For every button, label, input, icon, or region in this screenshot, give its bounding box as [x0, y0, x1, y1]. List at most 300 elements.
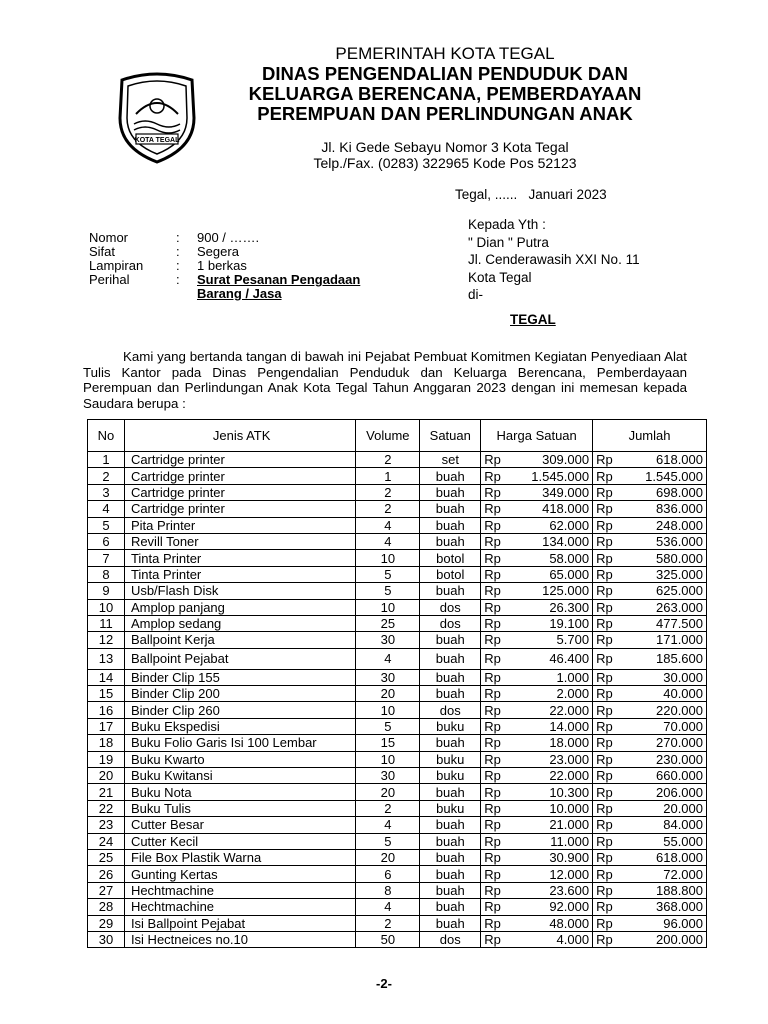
row-number: 1: [88, 452, 125, 468]
currency-label: Rp: [596, 899, 613, 915]
item-unit: buah: [420, 735, 481, 751]
item-name: Hechtmachine: [124, 882, 355, 898]
row-number: 9: [88, 583, 125, 599]
letter-date: Tegal, ...... Januari 2023: [455, 187, 607, 202]
item-volume: 2: [356, 800, 420, 816]
table-row: [88, 702, 707, 718]
recipient-name: " Dian " Putra: [468, 234, 549, 250]
total-value: 171.000: [656, 632, 703, 648]
agency-line-2: KELUARGA BERENCANA, PEMBERDAYAAN: [248, 83, 642, 104]
logo-caption: KOTA TEGAL: [134, 137, 180, 144]
recipient-address: Jl. Cenderawasih XXI No. 11: [468, 252, 640, 267]
item-unit-price: [481, 768, 593, 784]
currency-label: Rp: [484, 669, 501, 685]
item-unit: buah: [420, 533, 481, 549]
total-value: 96.000: [663, 915, 703, 931]
row-number: 6: [88, 533, 125, 549]
item-volume: 50: [356, 931, 420, 947]
meta-row: [89, 245, 360, 259]
item-unit: buah: [420, 484, 481, 500]
item-unit: buah: [420, 899, 481, 915]
currency-label: Rp: [596, 833, 613, 849]
item-volume: 30: [356, 669, 420, 685]
price-value: 2.000: [556, 686, 590, 702]
total-value: 263.000: [656, 599, 703, 615]
total-value: 20.000: [663, 801, 703, 816]
table-row: [88, 899, 707, 915]
row-number: 24: [88, 833, 125, 849]
currency-label: Rp: [596, 866, 613, 882]
meta-value: Segera: [197, 244, 239, 259]
item-unit: buku: [420, 718, 481, 734]
page-number: -2-: [376, 976, 392, 991]
table-row: [88, 566, 707, 582]
price-value: 349.000: [542, 484, 590, 500]
row-number: 2: [88, 468, 125, 484]
currency-label: Rp: [596, 702, 613, 718]
currency-label: Rp: [596, 686, 613, 702]
item-name: Isi Hectneices no.10: [124, 931, 355, 947]
item-total: [593, 517, 707, 533]
item-volume: 2: [356, 484, 420, 500]
item-volume: 2: [356, 501, 420, 517]
table-row: [88, 751, 707, 767]
item-volume: 5: [356, 583, 420, 599]
meta-value: 900 / …….: [197, 230, 260, 245]
item-unit-price: [481, 615, 593, 631]
item-total: [593, 550, 707, 566]
recipient-block: [468, 216, 640, 328]
price-value: 62.000: [549, 517, 590, 533]
item-name: Binder Clip 260: [124, 702, 355, 718]
meta-sep: :: [176, 244, 180, 259]
currency-label: Rp: [484, 566, 501, 582]
row-number: 29: [88, 915, 125, 931]
row-number: 13: [88, 648, 125, 669]
table-row: [88, 648, 707, 669]
header-unit-price: Harga Satuan: [481, 420, 593, 452]
price-value: 30.900: [549, 850, 590, 866]
item-total: [593, 735, 707, 751]
item-volume: 4: [356, 899, 420, 915]
header-item: Jenis ATK: [124, 420, 355, 452]
row-number: 3: [88, 484, 125, 500]
item-name: Cartridge printer: [124, 501, 355, 517]
item-unit: buah: [420, 817, 481, 833]
currency-label: Rp: [596, 517, 613, 533]
item-name: Buku Ekspedisi: [124, 718, 355, 734]
item-unit: buah: [420, 517, 481, 533]
item-unit: buah: [420, 784, 481, 800]
price-value: 134.000: [542, 534, 590, 550]
header-total: Jumlah: [593, 420, 707, 452]
total-value: 270.000: [656, 735, 703, 751]
item-name: Cutter Besar: [124, 817, 355, 833]
item-unit-price: [481, 550, 593, 566]
item-unit-price: [481, 800, 593, 816]
item-total: [593, 501, 707, 517]
meta-subject: [197, 273, 360, 301]
subject-line-1: Surat Pesanan Pengadaan: [197, 272, 361, 287]
table-header-row: [88, 420, 707, 452]
item-name: File Box Plastik Warna: [124, 849, 355, 865]
table-row: [88, 866, 707, 882]
item-unit: buah: [420, 882, 481, 898]
item-name: Revill Toner: [124, 533, 355, 549]
item-total: [593, 899, 707, 915]
currency-label: Rp: [484, 468, 501, 484]
item-volume: 4: [356, 533, 420, 549]
item-volume: 5: [356, 718, 420, 734]
meta-sep: :: [176, 272, 180, 287]
item-name: Isi Ballpoint Pejabat: [124, 915, 355, 931]
item-unit: buah: [420, 866, 481, 882]
agency-line-3: PEREMPUAN DAN PERLINDUNGAN ANAK: [257, 103, 633, 124]
item-total: [593, 768, 707, 784]
price-value: 1.000: [556, 669, 590, 685]
row-number: 19: [88, 751, 125, 767]
row-number: 4: [88, 501, 125, 517]
currency-label: Rp: [484, 583, 501, 599]
currency-label: Rp: [484, 850, 501, 866]
currency-label: Rp: [484, 501, 501, 517]
item-unit: botol: [420, 566, 481, 582]
item-total: [593, 484, 707, 500]
item-unit-price: [481, 718, 593, 734]
table-row: [88, 468, 707, 484]
table-row: [88, 484, 707, 500]
address-line: Jl. Ki Gede Sebayu Nomor 3 Kota Tegal: [321, 139, 569, 155]
item-total: [593, 882, 707, 898]
currency-label: Rp: [596, 719, 613, 735]
item-total: [593, 702, 707, 718]
price-value: 418.000: [542, 501, 590, 517]
currency-label: Rp: [596, 735, 613, 751]
currency-label: Rp: [596, 817, 613, 833]
table-row: [88, 583, 707, 599]
item-name: Pita Printer: [124, 517, 355, 533]
currency-label: Rp: [484, 702, 501, 718]
currency-label: Rp: [484, 801, 501, 816]
item-name: Tinta Printer: [124, 550, 355, 566]
item-total: [593, 849, 707, 865]
currency-label: Rp: [596, 550, 613, 566]
item-unit-price: [481, 686, 593, 702]
currency-label: Rp: [596, 932, 613, 948]
order-items-table: [87, 419, 707, 948]
currency-label: Rp: [596, 599, 613, 615]
item-unit: botol: [420, 550, 481, 566]
currency-label: Rp: [596, 566, 613, 582]
item-total: [593, 931, 707, 947]
item-unit: buah: [420, 849, 481, 865]
item-name: Cartridge printer: [124, 484, 355, 500]
item-total: [593, 583, 707, 599]
price-value: 10.000: [549, 801, 590, 816]
price-value: 5.700: [556, 632, 590, 648]
meta-sep: :: [176, 258, 180, 273]
item-name: Buku Nota: [124, 784, 355, 800]
table-row: [88, 800, 707, 816]
price-value: 22.000: [549, 768, 590, 784]
item-volume: 30: [356, 768, 420, 784]
item-unit: buah: [420, 583, 481, 599]
item-name: Binder Clip 200: [124, 686, 355, 702]
item-total: [593, 866, 707, 882]
row-number: 11: [88, 615, 125, 631]
currency-label: Rp: [596, 616, 613, 632]
item-total: [593, 648, 707, 669]
currency-label: Rp: [484, 833, 501, 849]
item-unit-price: [481, 468, 593, 484]
currency-label: Rp: [484, 735, 501, 751]
price-value: 65.000: [549, 566, 590, 582]
table-row: [88, 915, 707, 931]
total-value: 625.000: [656, 583, 703, 599]
item-name: Binder Clip 155: [124, 669, 355, 685]
item-unit: buku: [420, 800, 481, 816]
price-value: 58.000: [549, 550, 590, 566]
total-value: 536.000: [656, 534, 703, 550]
table-row: [88, 849, 707, 865]
total-value: 206.000: [656, 784, 703, 800]
item-unit: buku: [420, 768, 481, 784]
item-unit-price: [481, 817, 593, 833]
item-volume: 20: [356, 784, 420, 800]
row-number: 25: [88, 849, 125, 865]
total-value: 72.000: [663, 866, 703, 882]
table-row: [88, 931, 707, 947]
item-volume: 15: [356, 735, 420, 751]
meta-key: Nomor: [89, 230, 129, 245]
total-value: 836.000: [656, 501, 703, 517]
row-number: 26: [88, 866, 125, 882]
total-value: 70.000: [663, 719, 703, 735]
item-name: Usb/Flash Disk: [124, 583, 355, 599]
total-value: 618.000: [656, 452, 703, 468]
recipient-destination: TEGAL: [510, 311, 556, 327]
item-unit: buku: [420, 751, 481, 767]
total-value: 220.000: [656, 702, 703, 718]
price-value: 10.300: [549, 784, 590, 800]
item-name: Buku Kwitansi: [124, 768, 355, 784]
item-total: [593, 784, 707, 800]
item-unit-price: [481, 533, 593, 549]
row-number: 8: [88, 566, 125, 582]
item-total: [593, 915, 707, 931]
item-unit: buah: [420, 501, 481, 517]
item-total: [593, 599, 707, 615]
item-unit-price: [481, 784, 593, 800]
item-volume: 4: [356, 648, 420, 669]
item-unit: dos: [420, 702, 481, 718]
item-volume: 25: [356, 615, 420, 631]
currency-label: Rp: [484, 768, 501, 784]
meta-key: Lampiran: [89, 258, 144, 273]
table-row: [88, 501, 707, 517]
currency-label: Rp: [596, 468, 613, 484]
item-name: Cutter Kecil: [124, 833, 355, 849]
table-row: [88, 768, 707, 784]
item-unit-price: [481, 566, 593, 582]
currency-label: Rp: [596, 632, 613, 648]
row-number: 15: [88, 686, 125, 702]
letter-meta: [89, 231, 360, 301]
table-row: [88, 615, 707, 631]
item-volume: 20: [356, 686, 420, 702]
row-number: 23: [88, 817, 125, 833]
price-value: 14.000: [549, 719, 590, 735]
header-volume: Volume: [356, 420, 420, 452]
item-unit-price: [481, 599, 593, 615]
item-total: [593, 468, 707, 484]
item-total: [593, 632, 707, 648]
item-name: Buku Tulis: [124, 800, 355, 816]
row-number: 30: [88, 931, 125, 947]
row-number: 5: [88, 517, 125, 533]
currency-label: Rp: [484, 632, 501, 648]
currency-label: Rp: [484, 517, 501, 533]
item-total: [593, 452, 707, 468]
total-value: 660.000: [656, 768, 703, 784]
currency-label: Rp: [596, 784, 613, 800]
phone-line: Telp./Fax. (0283) 322965 Kode Pos 52123: [313, 155, 577, 171]
item-volume: 10: [356, 550, 420, 566]
price-value: 12.000: [549, 866, 590, 882]
item-total: [593, 566, 707, 582]
item-total: [593, 833, 707, 849]
currency-label: Rp: [596, 501, 613, 517]
row-number: 14: [88, 669, 125, 685]
kota-tegal-emblem-logo: [114, 66, 200, 164]
item-unit: buah: [420, 686, 481, 702]
row-number: 16: [88, 702, 125, 718]
currency-label: Rp: [484, 686, 501, 702]
item-unit-price: [481, 931, 593, 947]
total-value: 248.000: [656, 517, 703, 533]
row-number: 7: [88, 550, 125, 566]
item-unit: dos: [420, 931, 481, 947]
total-value: 188.800: [656, 882, 703, 898]
price-value: 18.000: [549, 735, 590, 751]
meta-value: 1 berkas: [197, 258, 247, 273]
row-number: 17: [88, 718, 125, 734]
item-volume: 2: [356, 452, 420, 468]
item-unit: buah: [420, 833, 481, 849]
header-unit: Satuan: [420, 420, 481, 452]
item-total: [593, 751, 707, 767]
currency-label: Rp: [484, 651, 501, 667]
total-value: 30.000: [663, 669, 703, 685]
currency-label: Rp: [596, 850, 613, 866]
item-unit: buah: [420, 468, 481, 484]
total-value: 230.000: [656, 751, 703, 767]
currency-label: Rp: [484, 616, 501, 632]
item-name: Hechtmachine: [124, 899, 355, 915]
item-unit: buah: [420, 632, 481, 648]
item-unit-price: [481, 517, 593, 533]
total-value: 200.000: [656, 932, 703, 948]
item-unit-price: [481, 833, 593, 849]
table-row: [88, 718, 707, 734]
item-unit: buah: [420, 648, 481, 669]
total-value: 325.000: [656, 566, 703, 582]
currency-label: Rp: [484, 751, 501, 767]
table-row: [88, 784, 707, 800]
agency-line-1: DINAS PENGENDALIAN PENDUDUK DAN: [262, 63, 628, 84]
price-value: 309.000: [542, 452, 590, 468]
currency-label: Rp: [484, 882, 501, 898]
price-value: 11.000: [550, 833, 590, 849]
item-total: [593, 686, 707, 702]
item-volume: 4: [356, 517, 420, 533]
meta-sep: :: [176, 230, 180, 245]
item-name: Amplop sedang: [124, 615, 355, 631]
item-unit-price: [481, 452, 593, 468]
item-name: Amplop panjang: [124, 599, 355, 615]
row-number: 28: [88, 899, 125, 915]
intro-text: Kami yang bertanda tangan di bawah ini Pejabat Pembuat Komitmen Kegiatan Penyediaan Alat Tulis Kantor pada Dinas Pengendalian Penduduk dan Keluarga Berencana, Pemberdayaan Perempuan dan Perlindungan Anak Kota Tegal Tahun Anggaran 2023 dengan ini memesan kepada Saudara berupa :: [83, 349, 687, 411]
currency-label: Rp: [596, 882, 613, 898]
item-unit-price: [481, 915, 593, 931]
item-unit-price: [481, 648, 593, 669]
item-total: [593, 533, 707, 549]
item-volume: 1: [356, 468, 420, 484]
currency-label: Rp: [596, 583, 613, 599]
currency-label: Rp: [596, 651, 613, 667]
meta-row: [89, 259, 360, 273]
currency-label: Rp: [596, 669, 613, 685]
header-no: No: [88, 420, 125, 452]
total-value: 477.500: [656, 616, 703, 632]
table-row: [88, 632, 707, 648]
price-value: 21.000: [549, 817, 590, 833]
recipient-city: Kota Tegal: [468, 269, 532, 285]
item-volume: 10: [356, 702, 420, 718]
row-number: 22: [88, 800, 125, 816]
item-unit-price: [481, 882, 593, 898]
item-volume: 20: [356, 849, 420, 865]
currency-label: Rp: [484, 599, 501, 615]
currency-label: Rp: [484, 484, 501, 500]
currency-label: Rp: [596, 484, 613, 500]
price-value: 48.000: [549, 915, 590, 931]
price-value: 125.000: [542, 583, 590, 599]
row-number: 18: [88, 735, 125, 751]
item-volume: 2: [356, 915, 420, 931]
price-value: 1.545.000: [531, 468, 590, 484]
currency-label: Rp: [484, 866, 501, 882]
row-number: 21: [88, 784, 125, 800]
item-unit: buah: [420, 915, 481, 931]
meta-row: [89, 273, 360, 301]
total-value: 580.000: [656, 550, 703, 566]
total-value: 698.000: [656, 484, 703, 500]
meta-key: Perihal: [89, 272, 130, 287]
item-name: Buku Folio Garis Isi 100 Lembar: [124, 735, 355, 751]
currency-label: Rp: [596, 801, 613, 816]
item-volume: 8: [356, 882, 420, 898]
table-body: [88, 452, 707, 948]
item-unit-price: [481, 501, 593, 517]
table-row: [88, 882, 707, 898]
meta-key: Sifat: [89, 244, 116, 259]
recipient-line-1: Kepada Yth :: [468, 217, 546, 232]
item-unit-price: [481, 866, 593, 882]
currency-label: Rp: [596, 768, 613, 784]
row-number: 20: [88, 768, 125, 784]
total-value: 84.000: [663, 817, 703, 833]
